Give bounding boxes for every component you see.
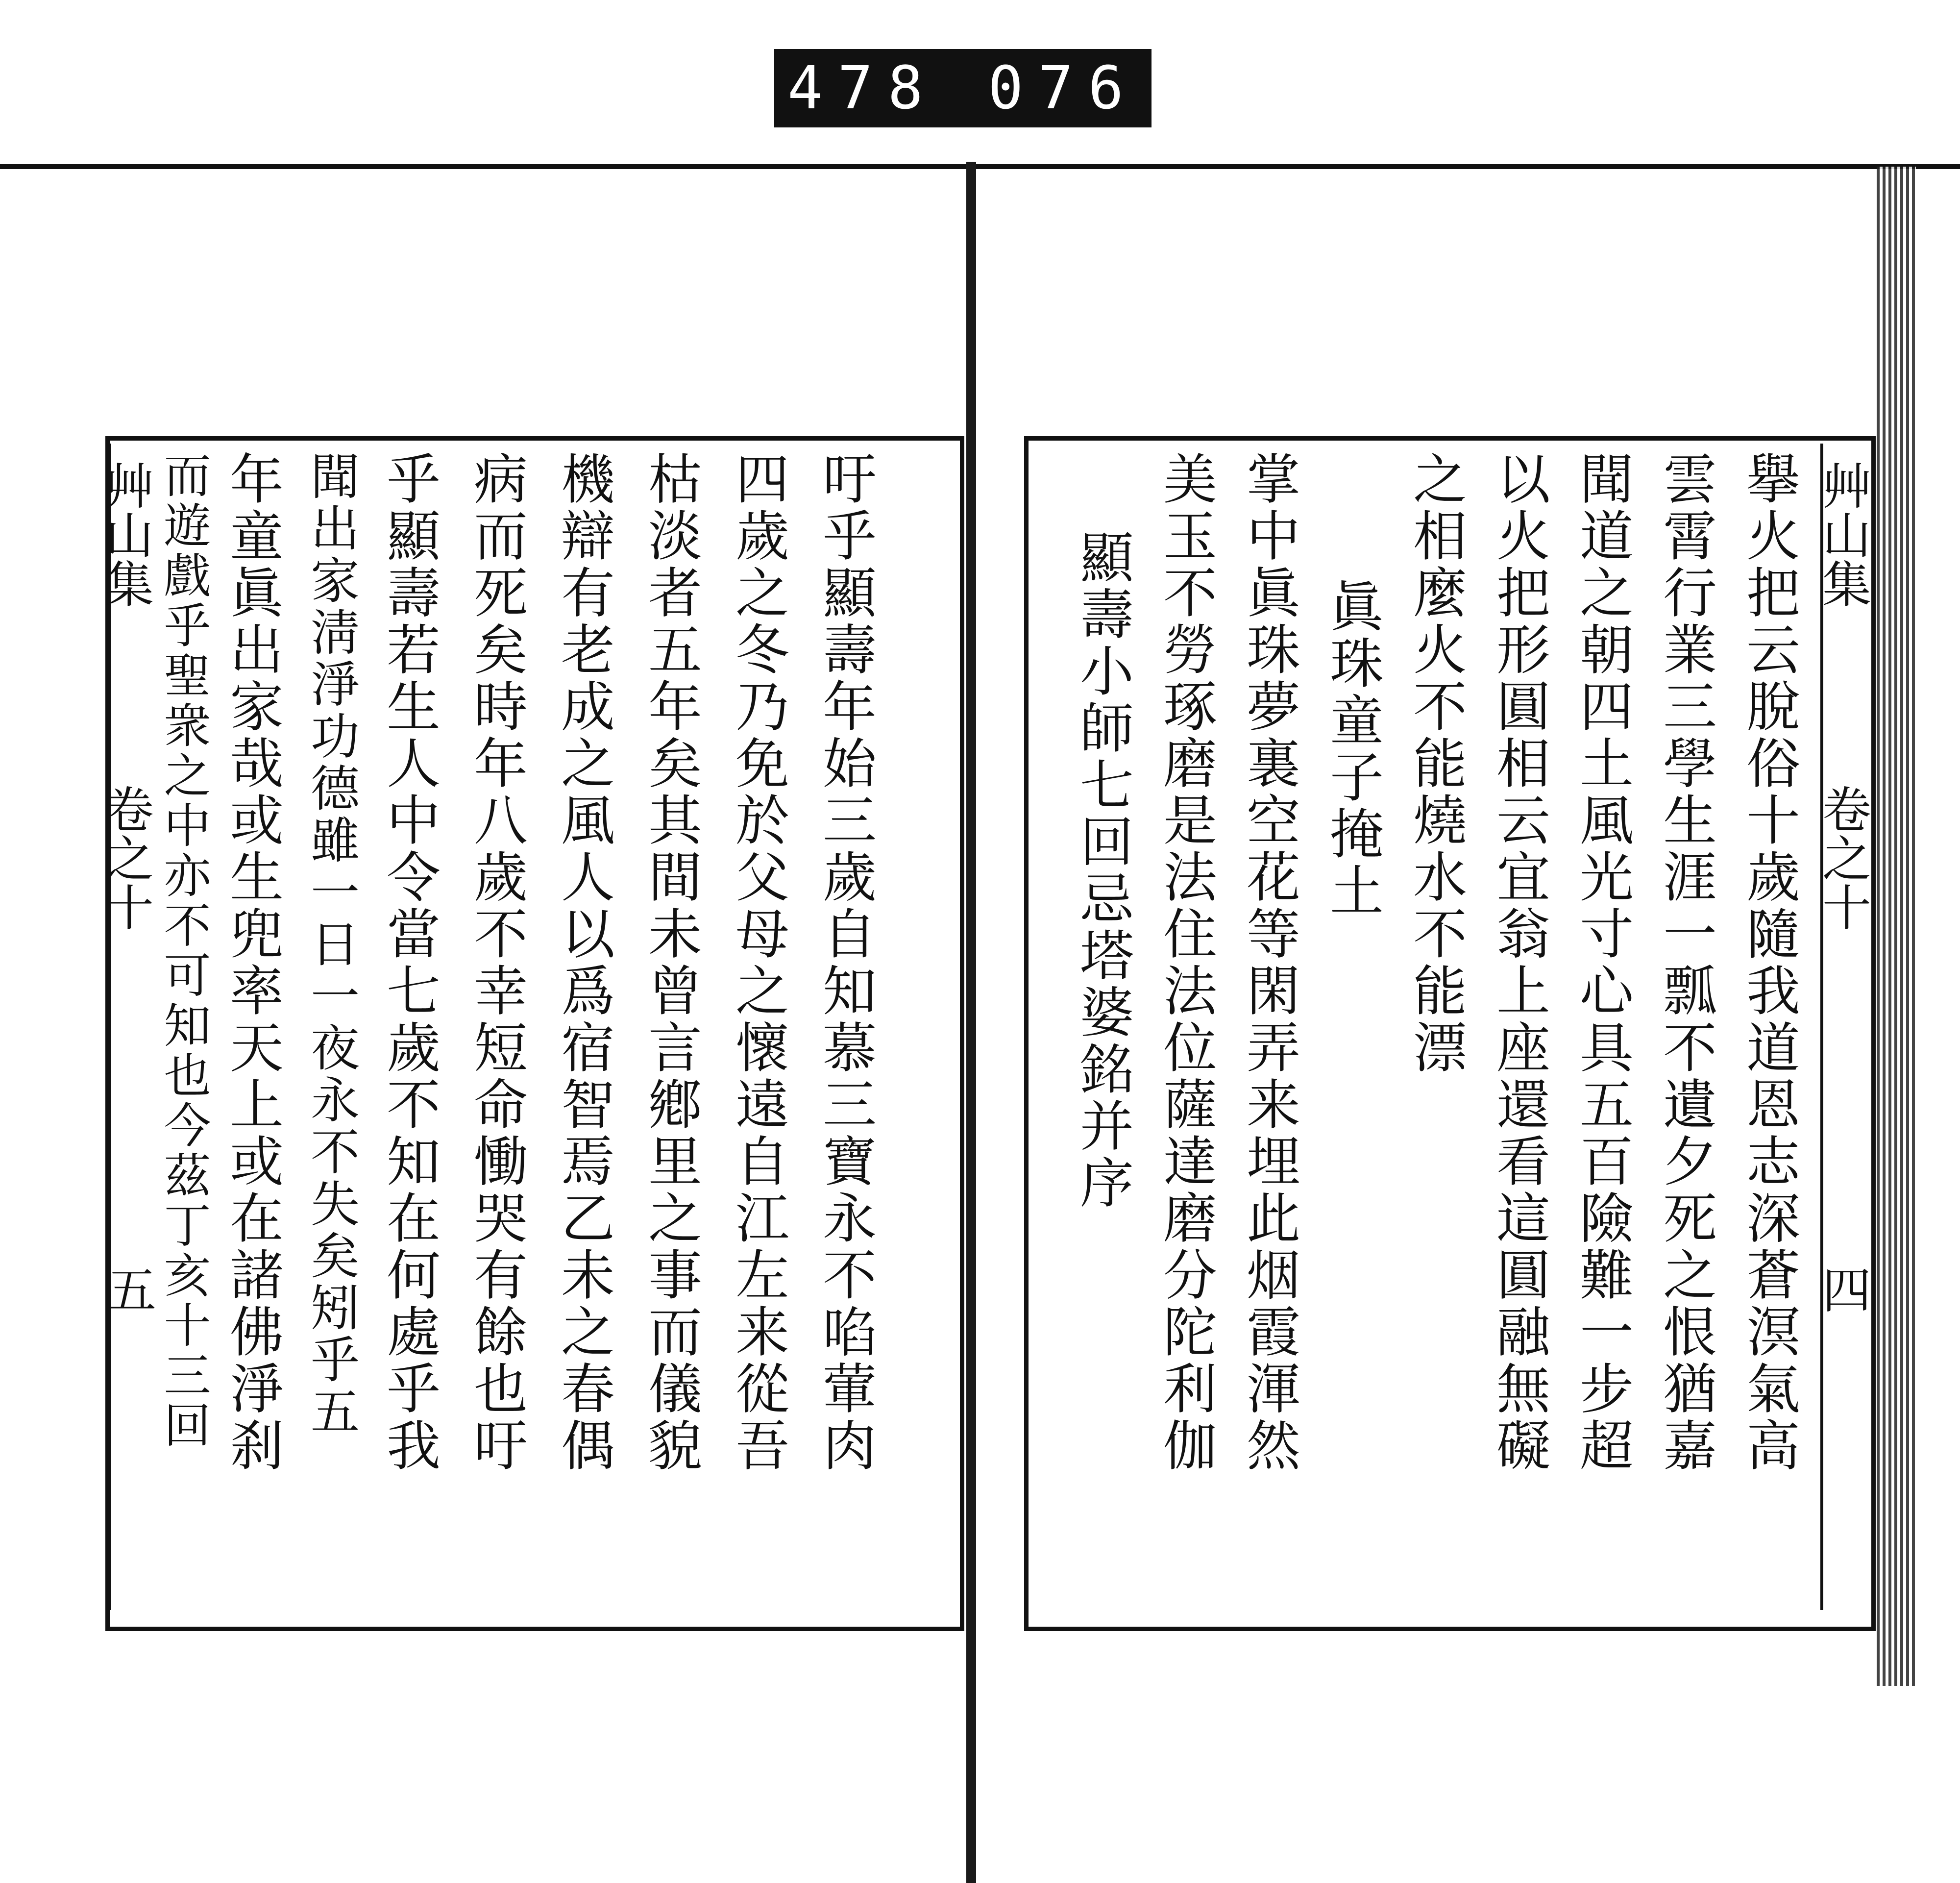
left-margin-volume: 卷之十 [97, 784, 154, 931]
right-col-4: 以火把形圓相云宜翁上座還看這圓融無礙 [1488, 451, 1550, 1474]
left-col-9: 而遊戲乎聖衆之中亦不可知也今茲丁亥十三回 [156, 451, 211, 1451]
left-col-3: 枯淡者五年矣其間未曾言鄕里之事而儀貌 [639, 451, 702, 1474]
left-col-4: 機辯有老成之風人以爲宿智焉乙未之春偶 [552, 451, 615, 1474]
left-col-8: 年童眞出家哉或生兜率天上或在諸佛淨刹 [221, 451, 284, 1474]
archive-number-stamp: 478 076 [774, 49, 1152, 127]
right-col-7: 掌中眞珠夢裏空花等閑弄来埋此烟霞渾然 [1238, 451, 1300, 1474]
right-col-2: 雲霄行業三學生涯一瓢不遺夕死之恨猶嘉 [1654, 451, 1717, 1474]
right-col-3: 聞道之朝四土風光寸心具五百險難一步超 [1571, 451, 1634, 1474]
book-fore-edge [1877, 167, 1916, 1686]
left-margin-title: 艸山集 [97, 461, 154, 608]
right-col-5: 之相麼火不能燒水不能漂 [1404, 451, 1467, 1076]
left-page-margin-strip [108, 444, 111, 1610]
right-margin-title: 艸山集 [1814, 461, 1871, 608]
right-col-8: 美玉不勞琢磨是法住法位薩達磨分陀利伽 [1154, 451, 1217, 1474]
left-col-7: 聞出家淸淨功德雖一日一夜永不失矣矧乎五 [302, 451, 360, 1438]
left-col-2: 四歲之冬乃免於父母之懷遠自江左来從吾 [727, 451, 789, 1474]
right-margin-page-number: 四 [1814, 1264, 1871, 1313]
right-col-6-heading: 眞珠童子掩土 [1321, 578, 1384, 919]
right-col-1: 擧火把云脫俗十歲隨我道恩志深蒼溟氣高 [1738, 451, 1800, 1474]
right-margin-volume: 卷之十 [1814, 784, 1871, 931]
left-col-6: 乎顯壽若生人中令當七歲不知在何處乎我 [378, 451, 441, 1474]
right-col-9-heading: 顯壽小師七回忌塔婆銘并序 [1071, 529, 1134, 1212]
book-spine [966, 162, 976, 1883]
left-col-1: 吁乎顯壽年始三歲自知慕三寶永不啗葷肉 [814, 451, 877, 1474]
left-col-5: 病而死矣時年八歲不幸短命慟哭有餘也吁 [465, 451, 528, 1474]
right-page-margin-strip [1820, 444, 1823, 1610]
left-margin-page-number: 五 [99, 1264, 156, 1313]
